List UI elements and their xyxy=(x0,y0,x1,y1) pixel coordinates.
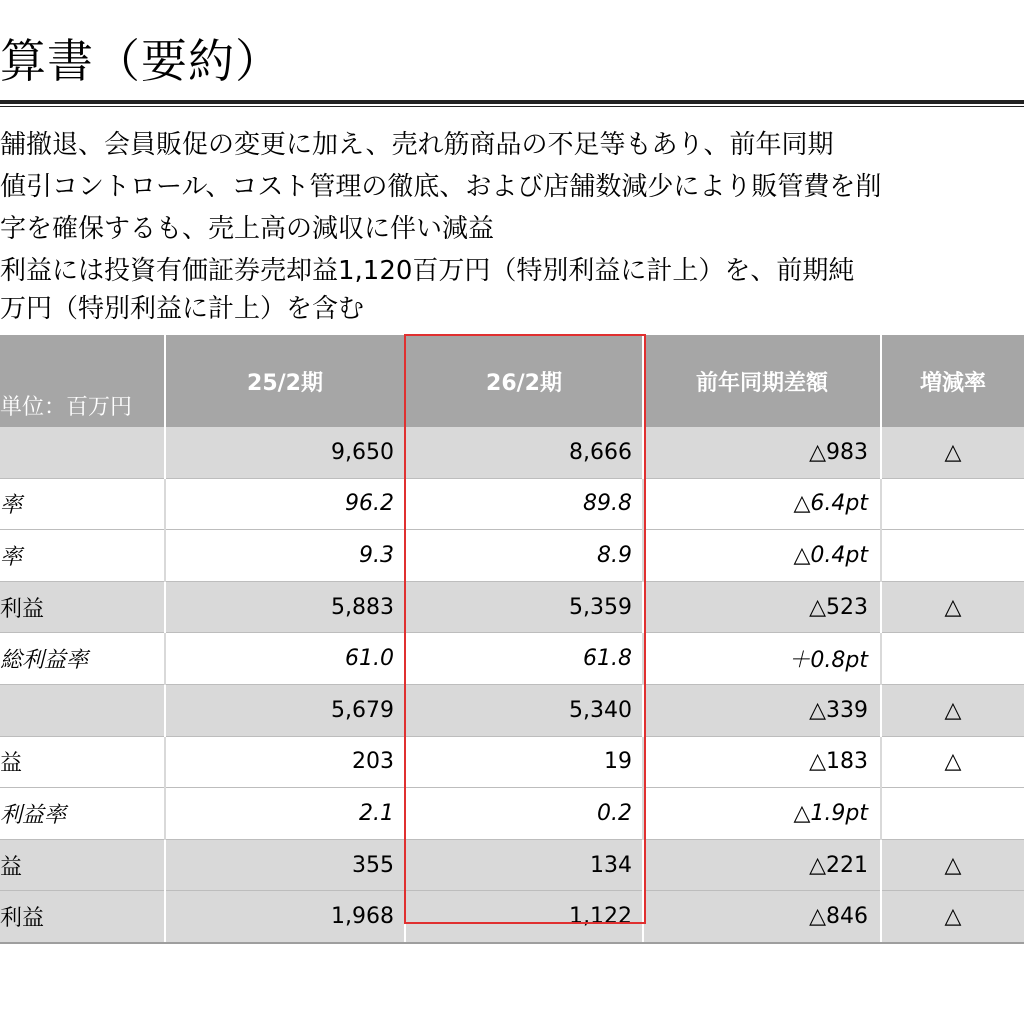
row-label: 益 xyxy=(0,839,165,891)
value-diff: △221 xyxy=(643,839,881,891)
value-rate xyxy=(881,633,1024,685)
row-label: 利益 xyxy=(0,581,165,633)
column-header-25-2: 25/2期 xyxy=(165,335,405,428)
title-rule-thick xyxy=(0,100,1024,104)
value-25-2: 61.0 xyxy=(165,633,405,685)
value-26-2: 8,666 xyxy=(405,427,643,478)
value-25-2: 96.2 xyxy=(165,478,405,530)
table-row xyxy=(0,891,1024,943)
value-26-2: 0.2 xyxy=(405,788,643,840)
value-26-2: 19 xyxy=(405,736,643,788)
value-25-2: 9,650 xyxy=(165,427,405,478)
page-title: 算書（要約） xyxy=(0,34,282,88)
value-diff: △6.4pt xyxy=(643,478,881,530)
value-diff: △183 xyxy=(643,736,881,788)
value-rate: △ xyxy=(881,736,1024,788)
table-row xyxy=(0,427,1024,478)
bullet-line-1: 舗撤退、会員販促の変更に加え、売れ筋商品の不足等もあり、前年同期 xyxy=(0,130,834,160)
value-26-2: 89.8 xyxy=(405,478,643,530)
table-row xyxy=(0,788,1024,840)
financial-summary-table xyxy=(0,334,1024,944)
value-26-2: 5,359 xyxy=(405,581,643,633)
table-body xyxy=(0,427,1024,943)
row-label: 率 xyxy=(0,530,165,582)
column-header-26-2: 26/2期 xyxy=(405,335,643,428)
value-26-2: 8.9 xyxy=(405,530,643,582)
row-label: 利益率 xyxy=(0,788,165,840)
value-diff: △523 xyxy=(643,581,881,633)
row-label xyxy=(0,684,165,736)
table-row xyxy=(0,736,1024,788)
row-label: 利益 xyxy=(0,891,165,943)
value-diff: ＋0.8pt xyxy=(643,633,881,685)
table-row xyxy=(0,530,1024,582)
value-rate: △ xyxy=(881,891,1024,943)
value-diff: △846 xyxy=(643,891,881,943)
table-row xyxy=(0,684,1024,736)
table-row xyxy=(0,478,1024,530)
unit-label: 単位：百万円 xyxy=(0,335,165,428)
bullet-line-3: 字を確保するも、売上高の減収に伴い減益 xyxy=(0,214,495,244)
row-label: 益 xyxy=(0,736,165,788)
column-header-diff: 前年同期差額 xyxy=(643,335,881,428)
value-diff: △339 xyxy=(643,684,881,736)
value-25-2: 9.3 xyxy=(165,530,405,582)
value-rate: △ xyxy=(881,839,1024,891)
row-label xyxy=(0,427,165,478)
table-header-row xyxy=(0,335,1024,428)
value-26-2: 1,122 xyxy=(405,891,643,943)
value-25-2: 5,679 xyxy=(165,684,405,736)
column-header-rate: 増減率 xyxy=(881,335,1024,428)
value-rate: △ xyxy=(881,581,1024,633)
row-label: 総利益率 xyxy=(0,633,165,685)
value-26-2: 5,340 xyxy=(405,684,643,736)
value-diff: △1.9pt xyxy=(643,788,881,840)
value-26-2: 134 xyxy=(405,839,643,891)
value-25-2: 5,883 xyxy=(165,581,405,633)
summary-bullets xyxy=(0,124,1024,326)
table-row xyxy=(0,633,1024,685)
value-25-2: 203 xyxy=(165,736,405,788)
value-25-2: 355 xyxy=(165,839,405,891)
value-rate xyxy=(881,788,1024,840)
table-row xyxy=(0,581,1024,633)
bullet-line-2: 値引コントロール、コスト管理の徹底、および店舗数減少により販管費を削 xyxy=(0,172,882,202)
bullet-line-4: 利益には投資有価証券売却益1,120百万円（特別利益に計上）を、前期純 xyxy=(0,256,855,286)
value-rate xyxy=(881,478,1024,530)
value-25-2: 2.1 xyxy=(165,788,405,840)
value-26-2: 61.8 xyxy=(405,633,643,685)
table-row xyxy=(0,839,1024,891)
row-label: 率 xyxy=(0,478,165,530)
value-diff: △983 xyxy=(643,427,881,478)
value-rate: △ xyxy=(881,427,1024,478)
bullet-line-5: 万円（特別利益に計上）を含む xyxy=(0,294,365,324)
value-rate: △ xyxy=(881,684,1024,736)
value-diff: △0.4pt xyxy=(643,530,881,582)
value-25-2: 1,968 xyxy=(165,891,405,943)
value-rate xyxy=(881,530,1024,582)
title-rule-thin xyxy=(0,106,1024,107)
